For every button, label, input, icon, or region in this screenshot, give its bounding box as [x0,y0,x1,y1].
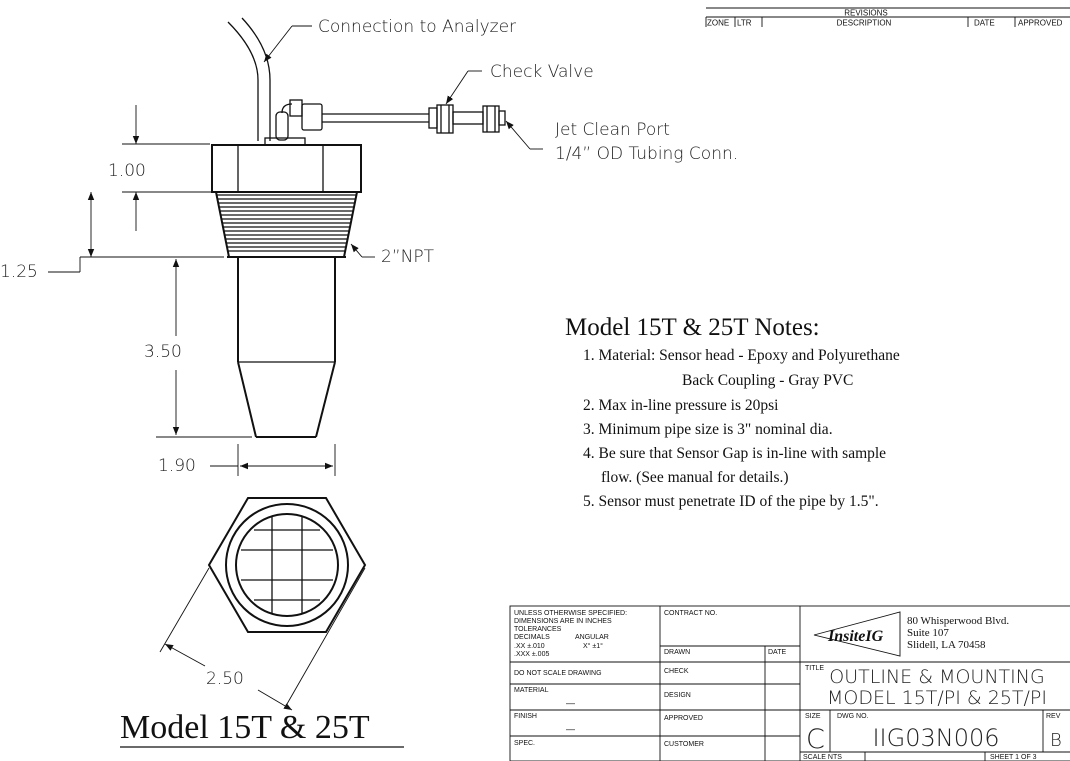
notes-block [565,314,900,510]
tb-material: MATERIAL [514,687,549,694]
callout-tubing-conn: 1/4” OD Tubing Conn. [555,144,739,164]
callout-check-valve: Check Valve [490,62,594,82]
callout-jet-clean-port: Jet Clean Port [555,120,670,140]
notes-title: Model 15T & 25T Notes: [565,314,820,341]
tb-tol-xxx: .XXX ±.005 [514,651,550,658]
rev-col-description: DESCRIPTION [836,18,892,28]
tb-spec: SPEC. [514,740,536,747]
rev-col-approved: APPROVED [1018,18,1063,28]
company-address-2: Suite 107 [907,627,949,639]
sensor-body [238,257,335,437]
rev-col-date: DATE [974,18,995,28]
tb-spec-line-3: TOLERANCES [514,626,562,633]
dim-1-90: 1.90 [158,456,196,476]
npt-thread-section [216,192,357,257]
revisions-title: REVISIONS [844,8,888,18]
elbow-fitting [276,112,288,140]
tb-drawn: DRAWN [664,649,691,656]
note-line-1b: Back Coupling - Gray PVC [682,372,854,389]
tb-size-value: C [806,724,825,755]
tb-approved: APPROVED [664,715,703,722]
tb-check: CHECK [664,668,689,675]
callout-npt: 2”NPT [381,247,434,267]
rev-col-zone: ZONE [707,18,730,28]
sensor-cap-fitting [265,138,305,145]
company-address-3: Slidell, LA 70458 [907,639,986,651]
tb-customer: CUSTOMER [664,741,704,748]
tb-finish-value: — [566,724,575,734]
revisions-table [706,8,1070,28]
tb-dwg-number: IIG03N006 [872,724,1000,752]
rev-col-ltr: LTR [737,18,752,28]
callout-connection-to-analyzer: Connection to Analyzer [318,17,517,37]
dim-1-25: 1.25 [0,262,38,282]
tb-contract: CONTRACT NO. [664,610,718,617]
analyzer-cable [228,22,258,141]
dim-3-50: 3.50 [144,342,182,362]
tb-design: DESIGN [664,692,691,699]
model-caption: Model 15T & 25T [120,709,370,746]
tb-no-scale: DO NOT SCALE DRAWING [514,670,602,677]
drawing-title-1: OUTLINE & MOUNTING [829,666,1045,688]
tb-title-label: TITLE [805,665,825,672]
company-logo-text: InsiteIG [828,628,884,645]
drawing-title-2: MODEL 15T/PI & 25T/PI [827,687,1047,709]
note-line-3: 3. Minimum pipe size is 3" nominal dia. [583,421,833,438]
sensor-end-view [209,498,365,632]
tb-rev-label: REV [1046,713,1061,720]
tb-spec-line-2: DIMENSIONS ARE IN INCHES [514,618,612,625]
tb-angular: ANGULAR [575,634,609,641]
dimension-lines [80,105,365,710]
dim-1-00: 1.00 [108,161,146,181]
note-line-5: 5. Sensor must penetrate ID of the pipe by 1.5". [583,493,879,510]
check-valve-body [429,105,505,133]
tb-tol-xx: .XX ±.010 [514,643,545,650]
hex-nut [212,145,361,192]
tb-dwg-label: DWG NO. [837,713,869,720]
tb-date: DATE [768,649,787,656]
tb-decimals: DECIMALS [514,634,550,641]
company-address-1: 80 Whisperwood Blvd. [907,615,1010,627]
tb-finish: FINISH [514,713,537,720]
dim-2-50: 2.50 [206,669,244,689]
tb-scale: SCALE NTS [803,754,842,761]
tb-size-label: SIZE [805,713,821,720]
note-line-2: 2. Max in-line pressure is 20psi [583,397,779,414]
tb-material-value: — [566,698,575,708]
tb-sheet: SHEET 1 OF 3 [990,754,1037,761]
tb-tol-angle: X° ±1° [583,643,603,650]
note-line-4: 4. Be sure that Sensor Gap is in-line with sample [583,445,887,462]
tb-spec-line-1: UNLESS OTHERWISE SPECIFIED: [514,610,628,617]
note-line-1: 1. Material: Sensor head - Epoxy and Polyurethane [583,347,900,364]
note-line-4b: flow. (See manual for details.) [601,469,789,486]
tb-rev-value: B [1050,730,1062,751]
